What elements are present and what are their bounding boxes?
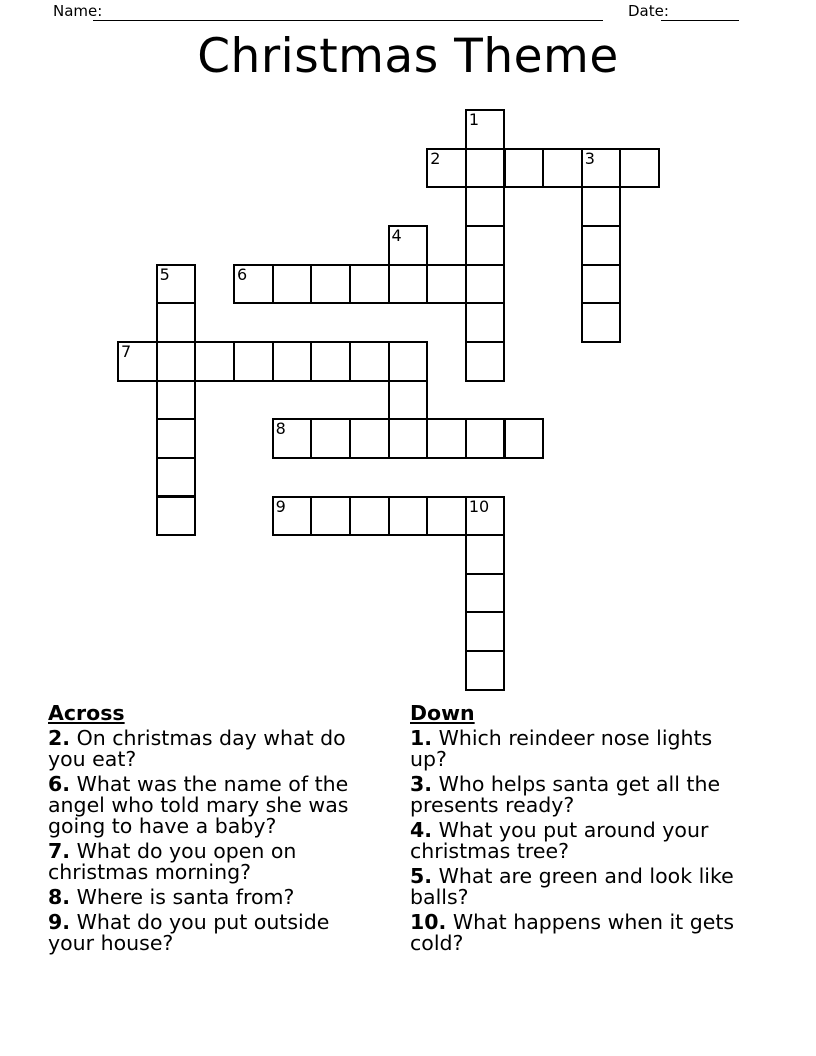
cell-number: 2 xyxy=(430,148,441,168)
grid-cell[interactable] xyxy=(349,264,390,305)
grid-cell[interactable] xyxy=(388,496,429,537)
grid-cell[interactable] xyxy=(581,264,622,305)
clue-item: 4. What you put around your christmas tree? xyxy=(410,818,709,863)
clue-number: 4. xyxy=(410,818,433,842)
cell-number: 1 xyxy=(468,110,480,129)
down-heading: Down xyxy=(410,701,475,725)
grid-cell[interactable] xyxy=(465,534,506,575)
grid-cell[interactable] xyxy=(117,341,158,382)
grid-cell[interactable] xyxy=(465,186,506,227)
cell-number: 10 xyxy=(468,496,490,516)
clue-item: 3. Who helps santa get all the presents ready? xyxy=(410,772,721,817)
clue-item: 8. Where is santa from? xyxy=(48,885,295,909)
grid-cell[interactable] xyxy=(426,496,467,537)
cell-number: 3 xyxy=(584,148,595,168)
grid-cell[interactable] xyxy=(349,418,390,459)
grid-cell[interactable] xyxy=(504,418,545,459)
date-label: Date: xyxy=(628,2,669,20)
grid-cell[interactable] xyxy=(156,341,197,382)
grid-cell[interactable] xyxy=(581,148,622,189)
grid-cell[interactable] xyxy=(465,418,506,459)
grid-cell[interactable] xyxy=(581,302,622,343)
grid-cell[interactable] xyxy=(465,264,506,305)
grid-cell[interactable] xyxy=(194,341,235,382)
across-list xyxy=(48,728,363,954)
grid-cell[interactable] xyxy=(465,496,506,537)
grid-cell[interactable] xyxy=(233,341,274,382)
grid-cell[interactable] xyxy=(388,225,429,266)
down-list xyxy=(410,728,750,954)
grid-cell[interactable] xyxy=(349,496,390,537)
grid-cell[interactable] xyxy=(156,264,197,305)
cell-number: 8 xyxy=(275,419,286,439)
down-clues xyxy=(410,701,750,958)
across-clues xyxy=(48,701,363,958)
grid-cell[interactable] xyxy=(310,418,351,459)
grid-cell[interactable] xyxy=(465,650,506,691)
clue-item: 10. What happens when it gets cold? xyxy=(410,910,735,955)
clue-number: 7. xyxy=(48,839,71,863)
grid-cell[interactable] xyxy=(581,225,622,266)
clue-item: 6. What was the name of the angel who told mary she was going to have a baby? xyxy=(48,772,349,838)
grid-cell[interactable] xyxy=(465,341,506,382)
grid-cell[interactable] xyxy=(619,148,660,189)
cell-number: 9 xyxy=(275,496,286,516)
grid-cell[interactable] xyxy=(465,148,506,189)
grid-cell[interactable] xyxy=(349,341,390,382)
across-heading: Across xyxy=(48,701,125,725)
grid-cell[interactable] xyxy=(581,186,622,227)
cell-number: 4 xyxy=(391,225,402,245)
grid-cell[interactable] xyxy=(156,457,197,498)
cell-number: 5 xyxy=(159,264,170,284)
clue-number: 1. xyxy=(410,726,433,750)
grid-cell[interactable] xyxy=(156,418,197,459)
page-title: Christmas Theme xyxy=(197,29,619,84)
clue-item: 2. On christmas day what do you eat? xyxy=(48,726,346,771)
grid-cell[interactable] xyxy=(388,418,429,459)
grid-cell[interactable] xyxy=(542,148,583,189)
cell-number: 6 xyxy=(236,264,248,284)
clue-number: 10. xyxy=(410,910,447,934)
grid-cell[interactable] xyxy=(272,418,313,459)
clue-number: 2. xyxy=(48,726,71,750)
grid-cell[interactable] xyxy=(388,264,429,305)
grid-cell[interactable] xyxy=(272,496,313,537)
clue-number: 9. xyxy=(48,910,71,934)
grid-cell[interactable] xyxy=(272,341,313,382)
grid-cell[interactable] xyxy=(465,225,506,266)
grid-cell[interactable] xyxy=(426,264,467,305)
clue-item: 5. What are green and look like balls? xyxy=(410,864,734,909)
clue-item: 7. What do you open on christmas morning? xyxy=(48,839,297,884)
cell-number: 7 xyxy=(121,341,132,361)
grid-cell[interactable] xyxy=(388,380,429,421)
grid-cell[interactable] xyxy=(504,148,545,189)
clue-number: 6. xyxy=(48,772,71,796)
grid-cell[interactable] xyxy=(156,496,197,537)
name-label: Name: xyxy=(53,2,103,20)
grid-cell[interactable] xyxy=(310,264,351,305)
clue-number: 3. xyxy=(410,772,433,796)
grid-cell[interactable] xyxy=(465,302,506,343)
grid-cell[interactable] xyxy=(465,611,506,652)
grid-cell[interactable] xyxy=(156,380,197,421)
clue-number: 8. xyxy=(48,885,71,909)
grid-cell[interactable] xyxy=(388,341,429,382)
grid-cell[interactable] xyxy=(426,148,467,189)
grid-cell[interactable] xyxy=(465,573,506,614)
grid-cell[interactable] xyxy=(272,264,313,305)
grid-cell[interactable] xyxy=(310,341,351,382)
grid-cell[interactable] xyxy=(310,496,351,537)
grid-cell[interactable] xyxy=(426,418,467,459)
grid-cell[interactable] xyxy=(233,264,274,305)
grid-cell[interactable] xyxy=(156,302,197,343)
clue-item: 9. What do you put outside your house? xyxy=(48,910,330,955)
grid-cell[interactable] xyxy=(465,109,506,150)
clue-number: 5. xyxy=(410,864,433,888)
clue-item: 1. Which reindeer nose lights up? xyxy=(410,726,713,771)
